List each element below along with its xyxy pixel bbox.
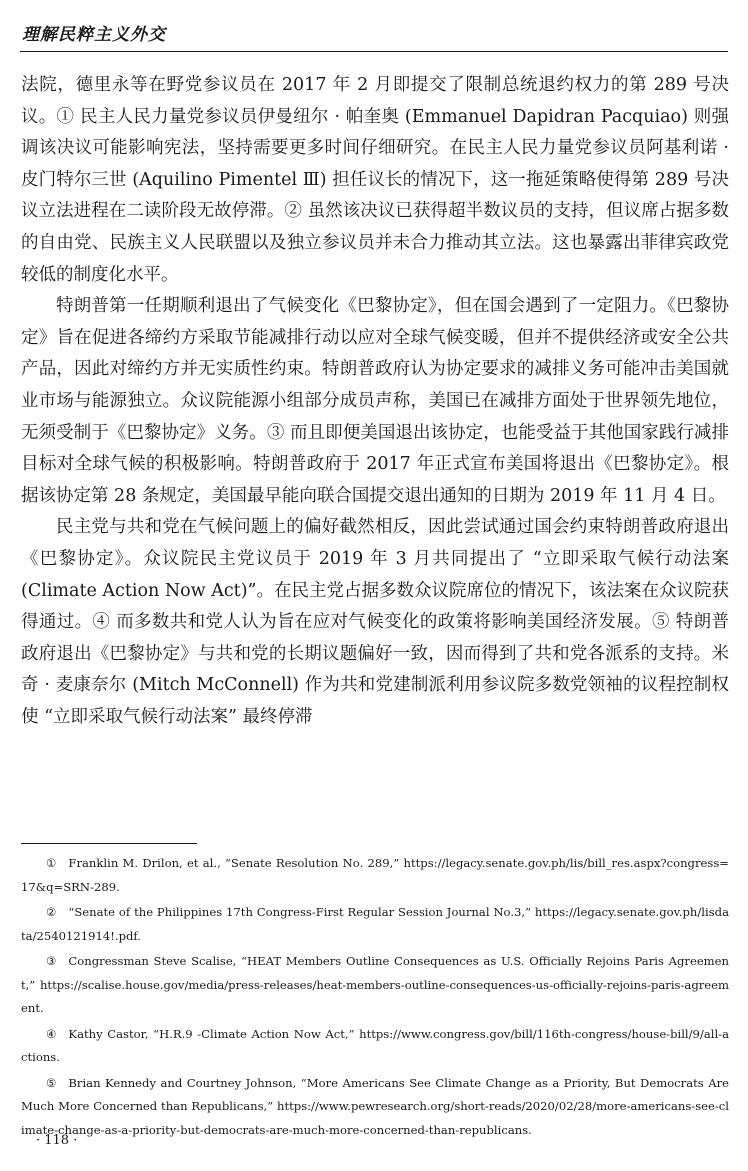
header-rule	[20, 51, 728, 52]
footnote-mark: ③	[46, 954, 57, 968]
footnote-mark: ④	[46, 1026, 57, 1041]
body-text	[21, 70, 729, 733]
footnote-text: “Senate of the Philippines 17th Congress-First Regular Session Journal No.3,” https://legacy.senate.gov.ph/lisdata/2540121914!.pdf.	[21, 905, 729, 943]
footnote-2	[21, 901, 729, 948]
footnote-mark: ②	[46, 905, 57, 919]
footnote-1	[21, 852, 729, 899]
footnote-text: Kathy Castor, “H.R.9 -Climate Action Now Act,” https://www.congress.gov/bill/116th-congress/house-bill/9/all-actions.	[21, 1026, 729, 1064]
footnote-3	[21, 950, 729, 1021]
footnote-separator	[21, 843, 197, 844]
footnotes	[21, 852, 729, 1144]
paragraph-1: 法院，德里永等在野党参议员在 2017 年 2 月即提交了限制总统退约权力的第 289 号决议。① 民主人民力量党参议员伊曼纽尔 · 帕奎奥 (Emmanuel Dapidran Pacquiao) 则强调该决议可能影响宪法，坚持需要更多时间仔细研究。在民主人民力量党参议员阿基利诺 · 皮门特尔三世 (Aquilino Pimentel Ⅲ) 担任议长的情况下，这一拖延策略使得第 289 号决议立法进程在二读阶段无故停滞。② 虽然该决议已获得超半数议员的支持，但议席占据多数的自由党、民族主义人民联盟以及独立参议员并未合力推动其立法。这也暴露出菲律宾政党较低的制度化水平。	[21, 75, 729, 285]
paragraph-2: 特朗普第一任期顺利退出了气候变化《巴黎协定》，但在国会遇到了一定阻力。《巴黎协定》旨在促进各缔约方采取节能减排行动以应对全球气候变暖，但并不提供经济或安全公共产品，因此对缔约方并无实质性约束。特朗普政府认为协定要求的减排义务可能冲击美国就业市场与能源独立。众议院能源小组部分成员声称，美国已在减排方面处于世界领先地位，无须受制于《巴黎协定》义务。③ 而且即便美国退出该协定，也能受益于其他国家践行减排目标对全球气候的积极影响。特朗普政府于 2017 年正式宣布美国将退出《巴黎协定》。根据该协定第 28 条规定，美国最早能向联合国提交退出通知的日期为 2019 年 11 月 4 日。	[21, 296, 729, 506]
footnote-4	[21, 1023, 729, 1070]
footnote-text: Franklin M. Drilon, et al., “Senate Resolution No. 289,” https://legacy.senate.gov.ph/lis/bill_res.aspx?congress=17&q=SRN-289.	[21, 856, 729, 894]
footnote-text: Congressman Steve Scalise, “HEAT Members Outline Consequences as U.S. Officially Rejoins Paris Agreement,” https://scalise.house.gov/media/press-releases/heat-members-outline-consequences-us-officially-rejoins-paris-agreement.	[21, 954, 729, 1015]
running-header: 理解民粹主义外交	[22, 25, 166, 45]
paragraph-3: 民主党与共和党在气候问题上的偏好截然相反，因此尝试通过国会约束特朗普政府退出《巴黎协定》。众议院民主党议员于 2019 年 3 月共同提出了 “立即采取气候行动法案 (Climate Action Now Act)”。在民主党占据多数众议院席位的情况下，该法案在众议院获得通过。④ 而多数共和党人认为旨在应对气候变化的政策将影响美国经济发展。⑤ 特朗普政府退出《巴黎协定》与共和党的长期议题偏好一致，因而得到了共和党各派系的支持。米奇 · 麦康奈尔 (Mitch McConnell) 作为共和党建制派利用参议院多数党领袖的议程控制权使 “立即采取气候行动法案” 最终停滞	[21, 517, 729, 727]
footnote-mark: ⑤	[46, 1075, 57, 1090]
footnote-mark: ①	[46, 856, 57, 870]
page-number: · 118 ·	[36, 1133, 78, 1148]
footnote-text: Brian Kennedy and Courtney Johnson, “More Americans See Climate Change as a Priority, But Democrats Are Much More Concerned than Republicans,” https://www.pewresearch.org/short-reads/2020/02/28/more-americans-see-climate-change-as-a-priority-but-democrats-are-much-more-concerned-than-republicans.	[21, 1075, 729, 1137]
footnote-5	[21, 1072, 729, 1143]
